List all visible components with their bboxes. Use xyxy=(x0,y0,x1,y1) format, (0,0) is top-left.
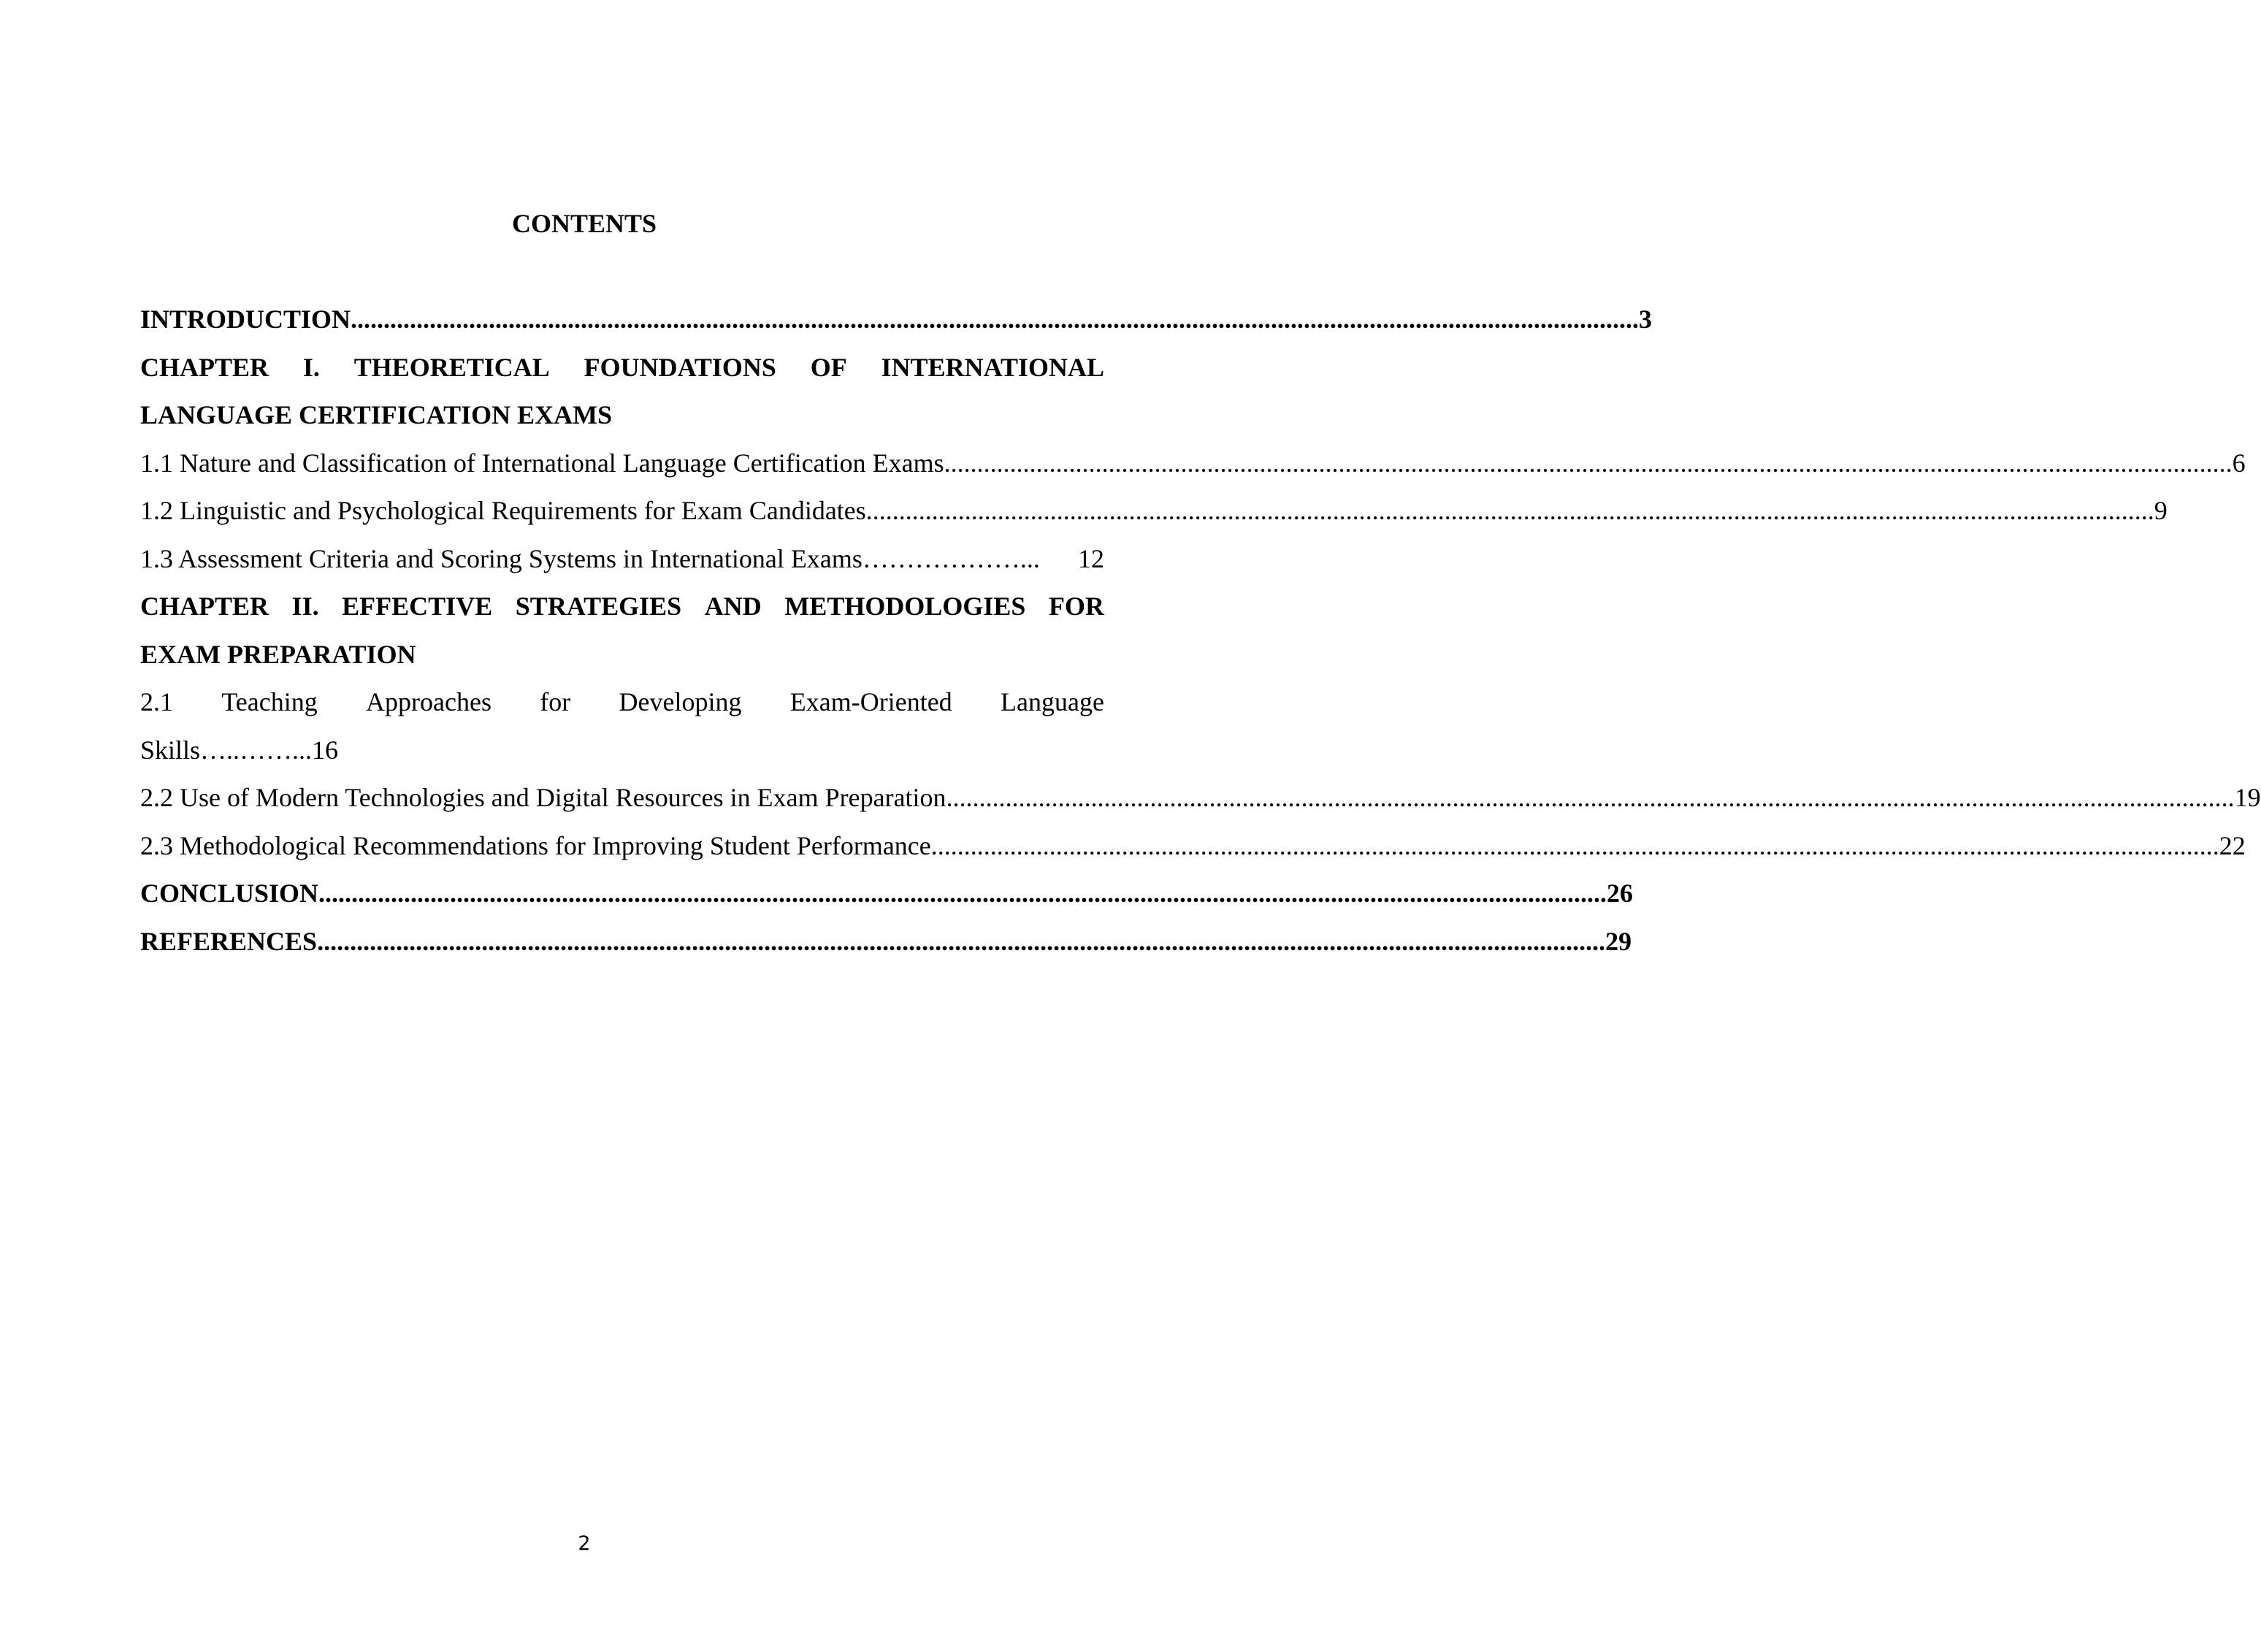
toc-word: OF xyxy=(810,352,847,382)
toc-word: Approaches xyxy=(366,687,491,716)
toc-entry-title: INTRODUCTION xyxy=(140,305,351,334)
toc-word: for xyxy=(540,687,571,716)
toc-word: 2.1 xyxy=(140,687,173,716)
toc-entry-1-2 xyxy=(140,487,2168,535)
toc-word: Teaching xyxy=(221,687,318,716)
toc-entry-2-2 xyxy=(140,774,2261,822)
toc-entry-2-1-line-1 xyxy=(140,678,1104,727)
toc-entry-1-3 xyxy=(140,535,1104,584)
toc-word: INTERNATIONAL xyxy=(881,352,1104,382)
toc-word: METHODOLOGIES xyxy=(784,592,1026,621)
toc-leader-dots: .................................................................................................................................................................................................... xyxy=(318,879,1607,908)
toc-entry-chapter-2-line-1 xyxy=(140,583,1104,631)
toc-entry-references xyxy=(140,918,1632,966)
toc-word: CHAPTER xyxy=(140,352,269,382)
toc-word: II. xyxy=(291,592,319,621)
toc-entry-conclusion xyxy=(140,870,1634,918)
toc-entry-2-1-line-2: Skills…..……...16 xyxy=(140,735,339,765)
toc-entry-page: 26 xyxy=(1607,879,1634,908)
toc-entry-page: 3 xyxy=(1639,305,1653,334)
toc-entry-title: 1.2 Linguistic and Psychological Requirements for Exam Candidates xyxy=(140,496,866,525)
toc-leader-dots: .................................................................................................................................................................................................... xyxy=(930,830,2219,860)
toc-entry-title: REFERENCES xyxy=(140,926,318,956)
toc-entry-chapter-1-line-1 xyxy=(140,344,1104,392)
toc-entry-title: 1.1 Nature and Classification of International Language Certification Exams xyxy=(140,448,944,478)
toc-entry-page: 22 xyxy=(2219,830,2246,860)
toc-entry-page: 12 xyxy=(1078,543,1104,573)
toc-word: FOR xyxy=(1048,592,1104,621)
toc-word: EFFECTIVE xyxy=(342,592,493,621)
contents-heading: CONTENTS xyxy=(511,209,657,238)
toc-word: Developing xyxy=(619,687,742,716)
toc-leader-dots: .................................................................................................................................................................................................... xyxy=(944,448,2233,478)
table-of-contents xyxy=(140,296,2261,965)
toc-entry-title: CONCLUSION xyxy=(140,879,319,908)
toc-word: Language xyxy=(1001,687,1104,716)
toc-entry-page: 29 xyxy=(1605,926,1632,956)
toc-entry-chapter-1-line-2: LANGUAGE CERTIFICATION EXAMS xyxy=(140,400,613,429)
toc-entry-chapter-2-line-2: EXAM PREPARATION xyxy=(140,639,416,669)
toc-leader-dots: ………………... xyxy=(862,543,1040,573)
toc-entry-page: 6 xyxy=(2232,448,2246,478)
toc-word: Exam-Oriented xyxy=(789,687,952,716)
toc-word: FOUNDATIONS xyxy=(584,352,776,382)
toc-entry-title: 2.3 Methodological Recommendations for Improving Student Performance xyxy=(140,830,931,860)
toc-entry-title: 1.3 Assessment Criteria and Scoring Systems in International Exams xyxy=(140,543,862,573)
toc-leader-dots: .................................................................................................................................................................................................... xyxy=(351,305,1640,334)
toc-word: AND xyxy=(704,592,762,621)
toc-entry-1-1 xyxy=(140,440,2246,488)
toc-leader-dots: .................................................................................................................................................................................................... xyxy=(317,926,1606,956)
toc-entry-2-3 xyxy=(140,822,2246,871)
toc-entry-introduction xyxy=(140,296,1653,344)
toc-word: THEORETICAL xyxy=(353,352,550,382)
toc-entry-page: 19 xyxy=(2234,783,2261,812)
toc-word: I. xyxy=(302,352,320,382)
toc-word: STRATEGIES xyxy=(515,592,682,621)
toc-leader-dots: .................................................................................................................................................................................................... xyxy=(946,783,2235,812)
toc-entry-page: 9 xyxy=(2154,496,2168,525)
toc-word: CHAPTER xyxy=(140,592,269,621)
toc-leader-dots: .................................................................................................................................................................................................... xyxy=(865,496,2154,525)
page-number: 2 xyxy=(578,1532,591,1555)
toc-entry-title: 2.2 Use of Modern Technologies and Digital Resources in Exam Preparation xyxy=(140,783,946,812)
